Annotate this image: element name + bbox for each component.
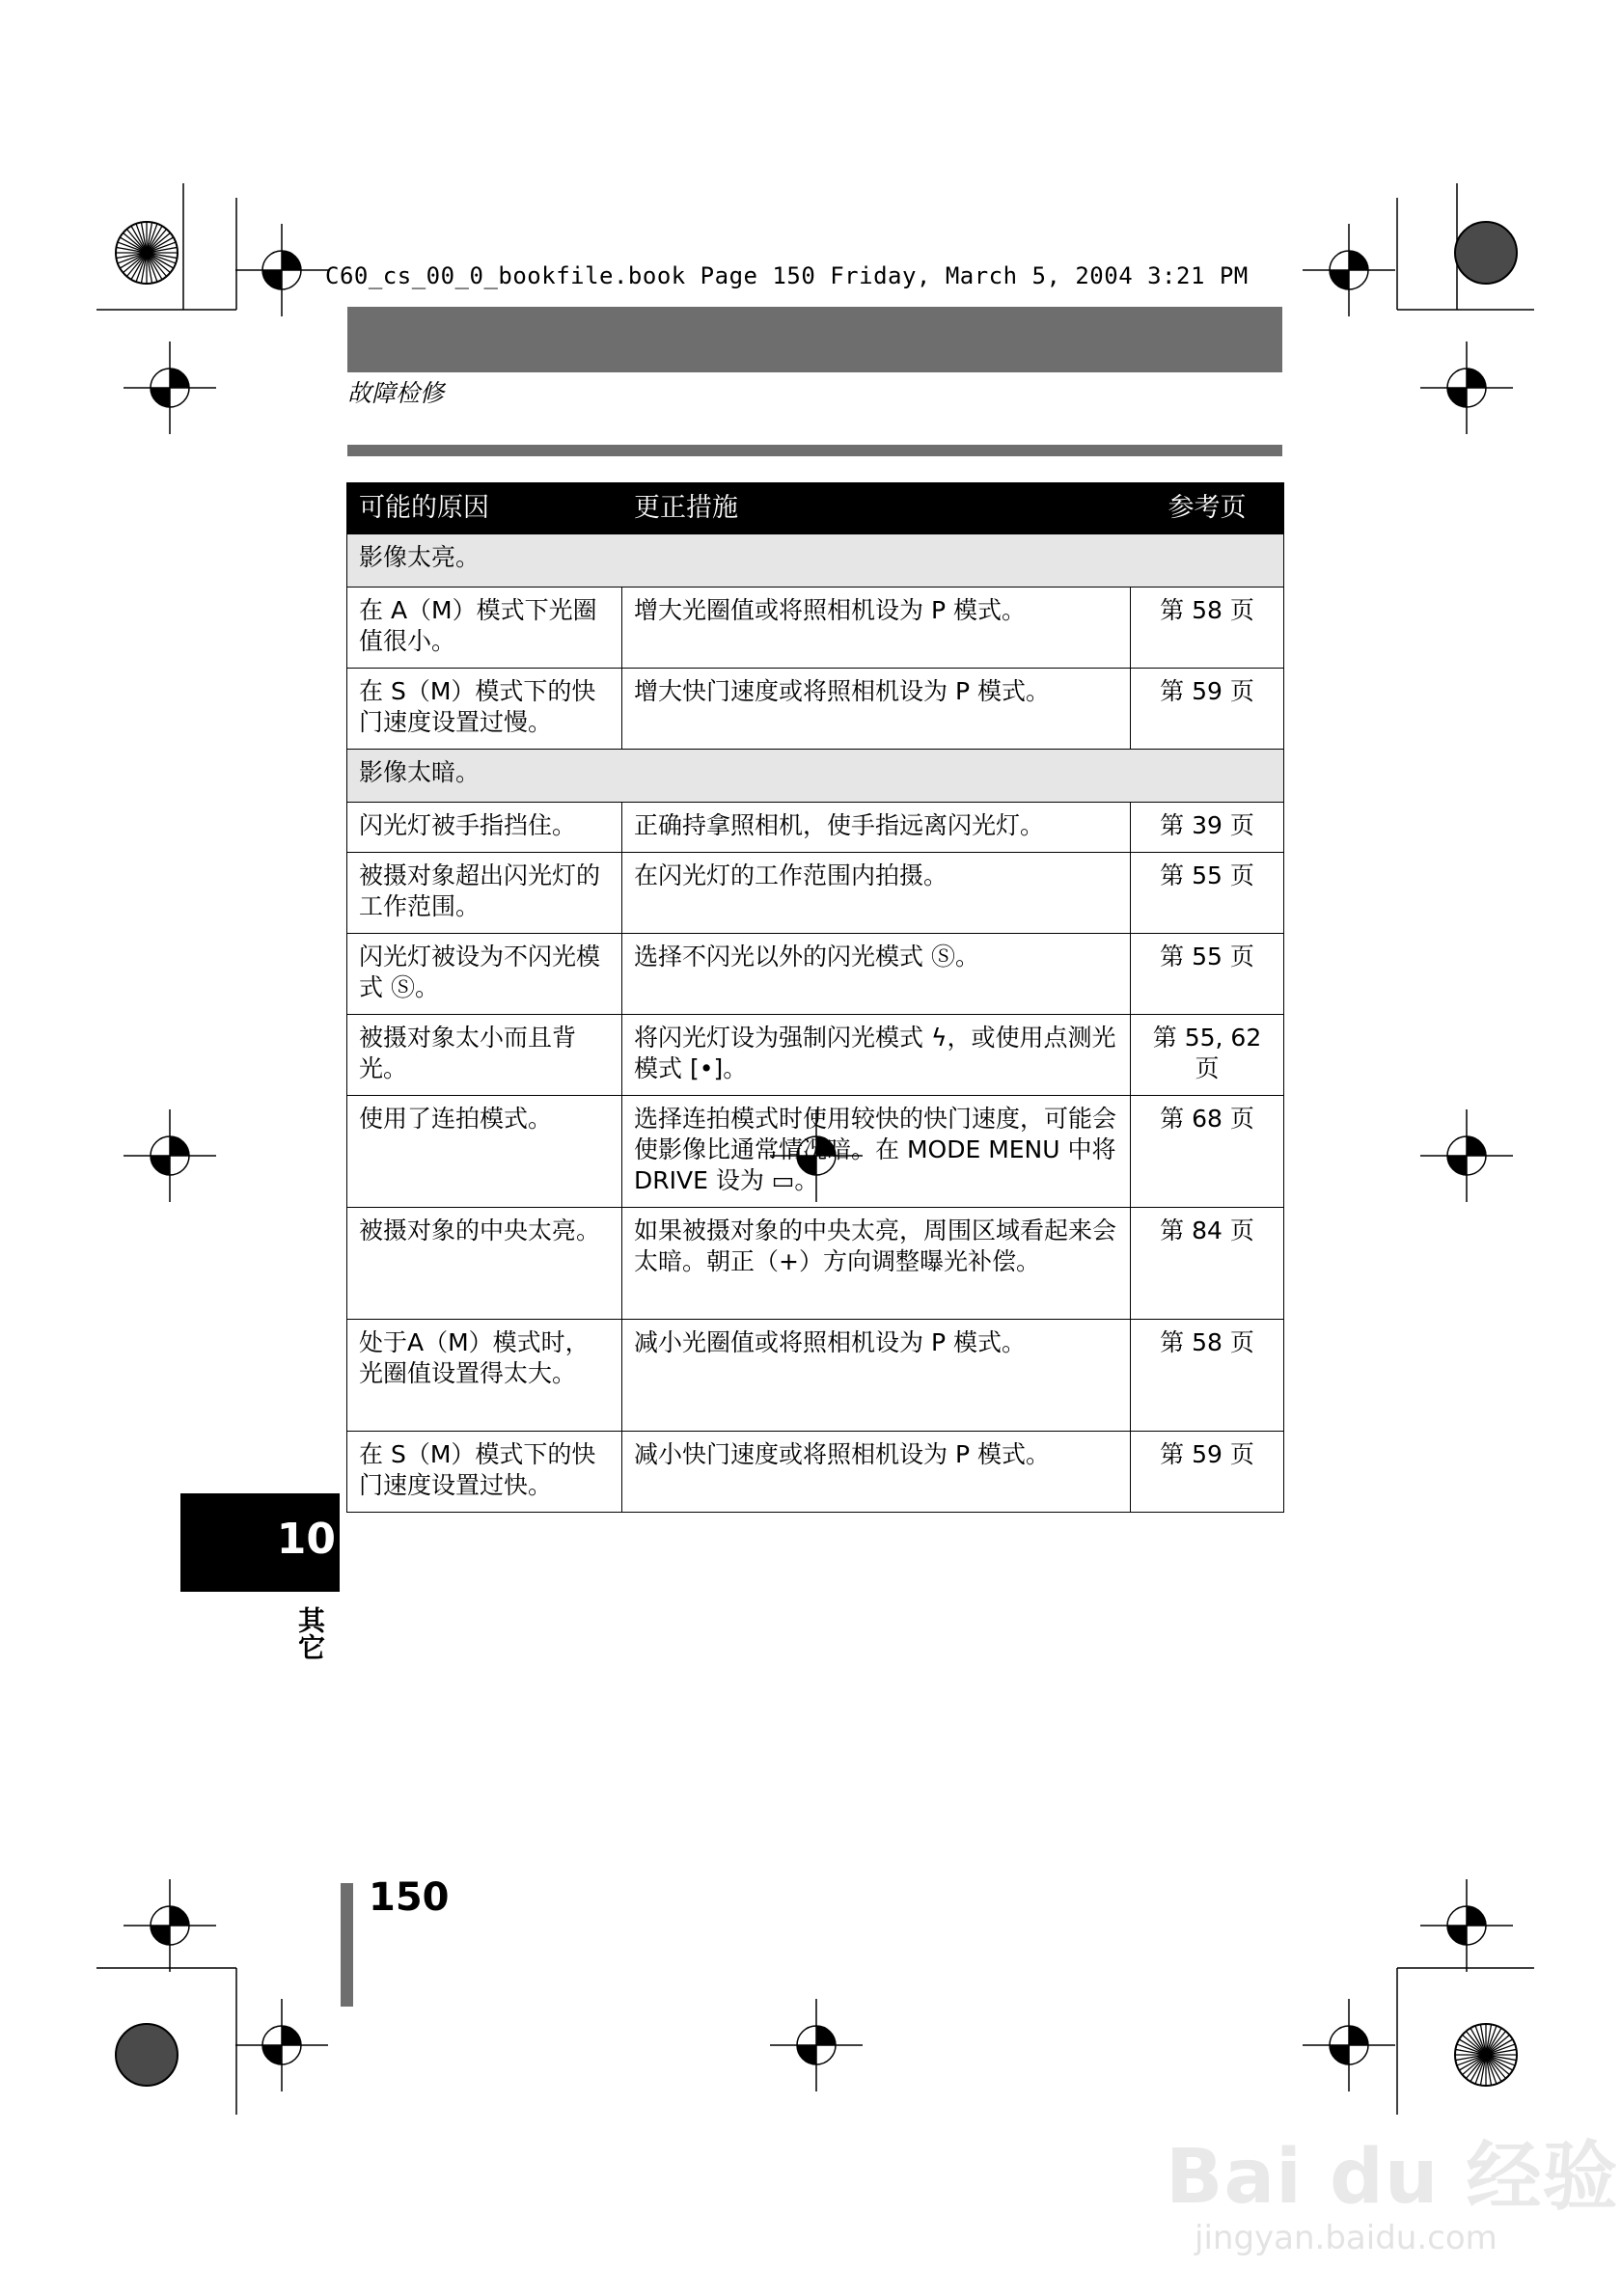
ref-cell: 第 59 页: [1131, 1432, 1284, 1513]
table-row: [347, 1015, 1284, 1096]
registration-mark: [1303, 1999, 1395, 2091]
remedy-cell: 选择不闪光以外的闪光模式 Ⓢ。: [622, 934, 1131, 1015]
table-row: [347, 1208, 1284, 1320]
ref-cell: 第 39 页: [1131, 803, 1284, 853]
ref-cell: 第 55 页: [1131, 853, 1284, 934]
table-row: [347, 1432, 1284, 1513]
cause-cell: 处于A（M）模式时，光圈值设置得太大。: [347, 1320, 622, 1432]
chapter-name: 其它: [294, 1606, 326, 1660]
registration-mark: [235, 224, 328, 316]
cause-cell: 被摄对象的中央太亮。: [347, 1208, 622, 1320]
registration-mark: [1420, 1109, 1513, 1202]
registration-mark: [1420, 1879, 1513, 1972]
group-title: 影像太亮。: [347, 534, 1284, 588]
remedy-cell: 增大光圈值或将照相机设为 P 模式。: [622, 588, 1131, 669]
starburst-mark-br: [1455, 2024, 1517, 2086]
cause-cell: 在 S（M）模式下的快门速度设置过慢。: [347, 669, 622, 750]
registration-mark: [124, 1109, 216, 1202]
starburst-mark-bl: [116, 2024, 178, 2086]
remedy-cell: 减小光圈值或将照相机设为 P 模式。: [622, 1320, 1131, 1432]
troubleshooting-table: [346, 482, 1284, 1513]
header-ref: 参考页: [1131, 483, 1284, 534]
cause-cell: 在 S（M）模式下的快门速度设置过快。: [347, 1432, 622, 1513]
section-label: 故障检修: [347, 379, 445, 407]
title-bar: [347, 307, 1282, 372]
section-rule: [347, 445, 1282, 456]
ref-cell: 第 59 页: [1131, 669, 1284, 750]
ref-cell: 第 84 页: [1131, 1208, 1284, 1320]
group-title: 影像太暗。: [347, 750, 1284, 803]
table-row: [347, 934, 1284, 1015]
remedy-cell: 选择连拍模式时使用较快的快门速度，可能会使影像比通常情况暗。在 MODE MENU 中将 DRIVE 设为 ▭。: [622, 1096, 1131, 1208]
remedy-cell: 在闪光灯的工作范围内拍摄。: [622, 853, 1131, 934]
cause-cell: 被摄对象超出闪光灯的工作范围。: [347, 853, 622, 934]
registration-mark: [235, 1999, 328, 2091]
group-row: [347, 534, 1284, 588]
ref-cell: 第 55, 62 页: [1131, 1015, 1284, 1096]
starburst-mark-tl: [116, 222, 178, 284]
ref-cell: 第 58 页: [1131, 1320, 1284, 1432]
header-cause: 可能的原因: [347, 483, 622, 534]
cause-cell: 被摄对象太小而且背光。: [347, 1015, 622, 1096]
cause-cell: 闪光灯被设为不闪光模式 Ⓢ。: [347, 934, 622, 1015]
table-row: [347, 853, 1284, 934]
watermark-logo: Bai du 经验: [1166, 2134, 1619, 2221]
header-remedy: 更正措施: [622, 483, 1131, 534]
table-row: [347, 588, 1284, 669]
cause-cell: 闪光灯被手指挡住。: [347, 803, 622, 853]
page-number: 150: [369, 1875, 450, 1920]
remedy-cell: 正确持拿照相机，使手指远离闪光灯。: [622, 803, 1131, 853]
cause-cell: 在 A（M）模式下光圈值很小。: [347, 588, 622, 669]
table-row: [347, 1320, 1284, 1432]
chapter-number: 10: [276, 1515, 336, 1564]
page-number-bar: [341, 1883, 353, 2007]
registration-mark: [124, 1879, 216, 1972]
remedy-cell: 增大快门速度或将照相机设为 P 模式。: [622, 669, 1131, 750]
ref-cell: 第 58 页: [1131, 588, 1284, 669]
table-row: [347, 1096, 1284, 1208]
registration-mark: [1420, 342, 1513, 434]
watermark-url: jingyan.baidu.com: [1195, 2219, 1497, 2257]
registration-mark: [1303, 224, 1395, 316]
remedy-cell: 减小快门速度或将照相机设为 P 模式。: [622, 1432, 1131, 1513]
cause-cell: 使用了连拍模式。: [347, 1096, 622, 1208]
remedy-cell: 将闪光灯设为强制闪光模式 ϟ，或使用点测光模式 [•]。: [622, 1015, 1131, 1096]
ref-cell: 第 55 页: [1131, 934, 1284, 1015]
ref-cell: 第 68 页: [1131, 1096, 1284, 1208]
starburst-mark-tr: [1455, 222, 1517, 284]
registration-mark: [770, 1999, 863, 2091]
registration-mark: [124, 342, 216, 434]
group-row: [347, 750, 1284, 803]
remedy-cell: 如果被摄对象的中央太亮，周围区域看起来会太暗。朝正（+）方向调整曝光补偿。: [622, 1208, 1131, 1320]
table-row: [347, 669, 1284, 750]
table-header-row: [347, 483, 1284, 534]
print-header: C60_cs_00_0_bookfile.book Page 150 Friday, March 5, 2004 3:21 PM: [325, 262, 1249, 289]
table-row: [347, 803, 1284, 853]
